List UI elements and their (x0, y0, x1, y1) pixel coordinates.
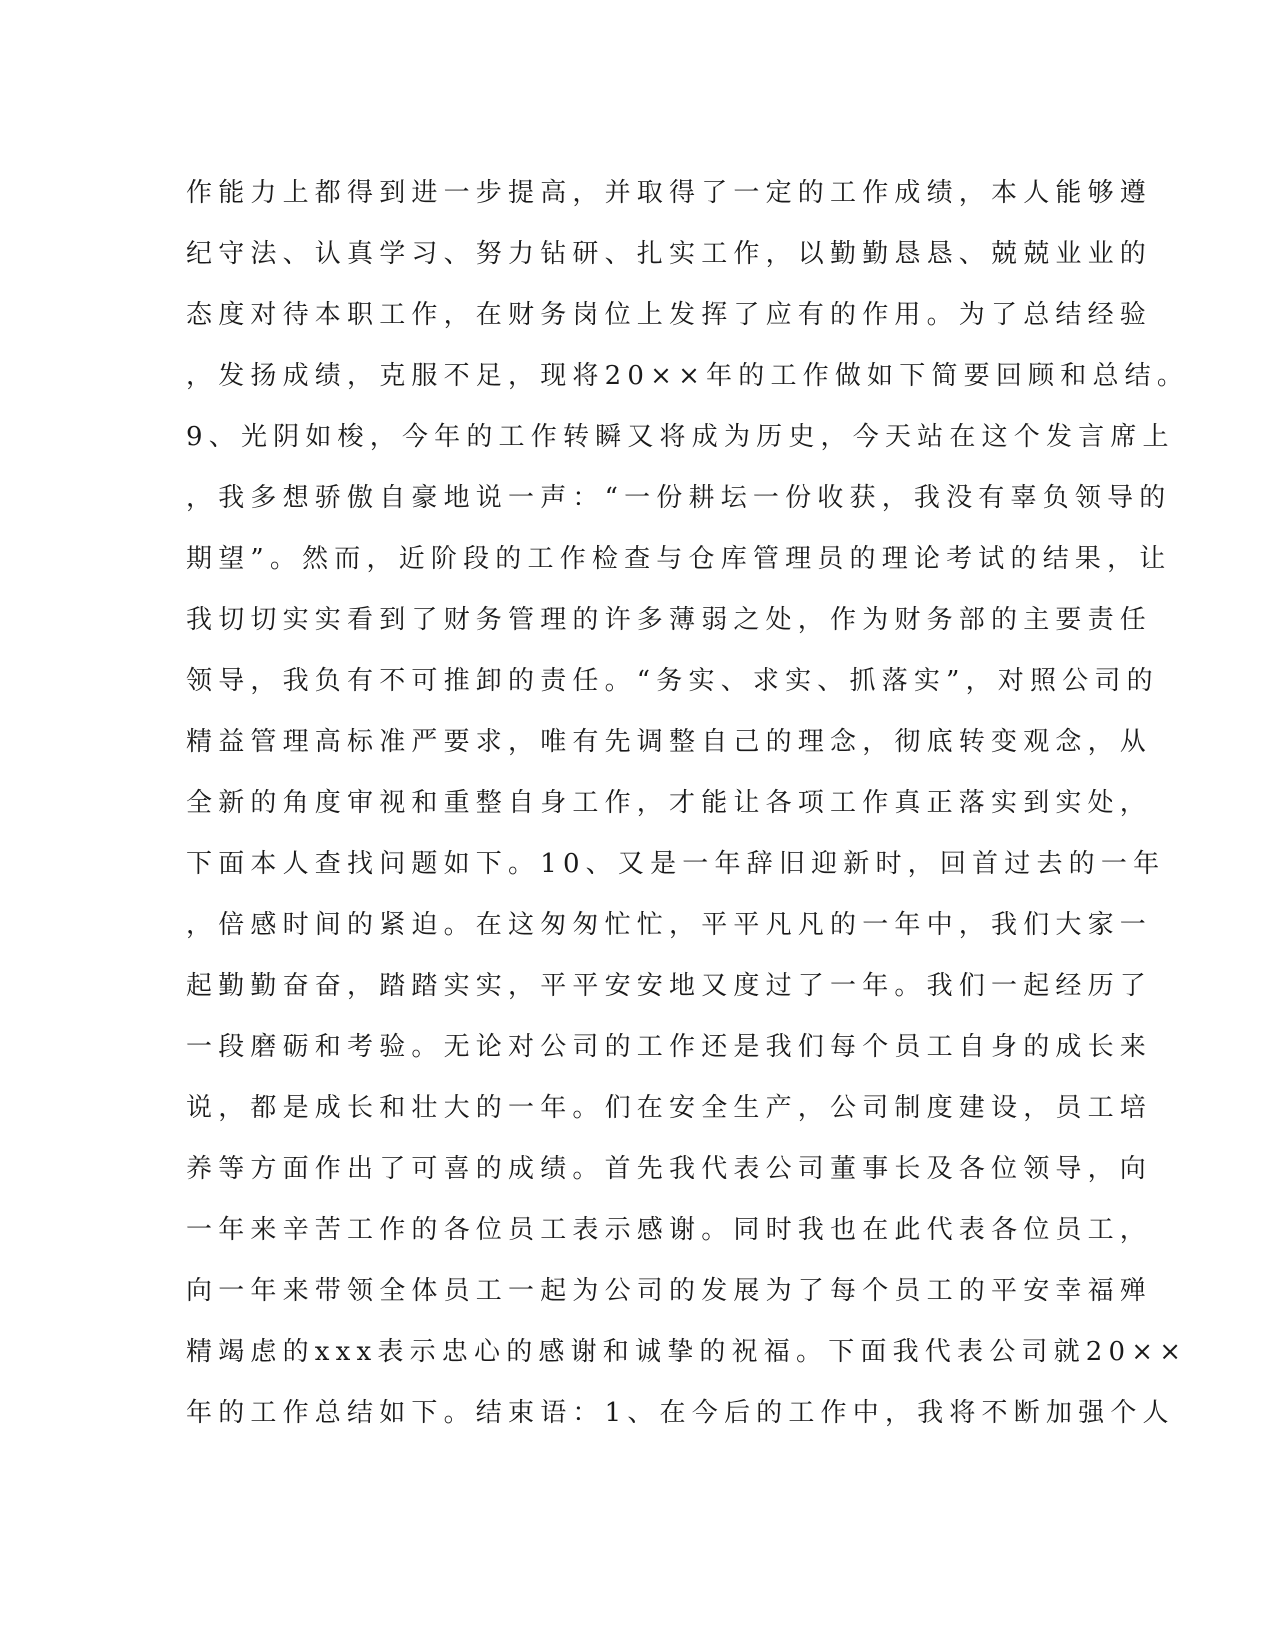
text-line: ，倍感时间的紧迫。在这匆匆忙忙，平平凡凡的一年中，我们大家一 (186, 910, 1153, 940)
text-line: 精竭虑的xxx表示忠心的感谢和诚挚的祝福。下面我代表公司就20×× (186, 1337, 1188, 1367)
text-line: ，我多想骄傲自豪地说一声：“一份耕坛一份收获，我没有辜负领导的 (186, 483, 1172, 513)
text-line: 一段磨砺和考验。无论对公司的工作还是我们每个员工自身的成长来 (186, 1032, 1153, 1062)
text-line: 作能力上都得到进一步提高，并取得了一定的工作成绩，本人能够遵 (186, 178, 1153, 208)
text-line: 年的工作总结如下。结束语：1、在今后的工作中，我将不断加强个人 (186, 1398, 1175, 1428)
body-text (186, 163, 1190, 1444)
text-line: 说，都是成长和壮大的一年。们在安全生产，公司制度建设，员工培 (186, 1093, 1153, 1123)
text-line: 全新的角度审视和重整自身工作，才能让各项工作真正落实到实处， (186, 788, 1153, 818)
text-line: 一年来辛苦工作的各位员工表示感谢。同时我也在此代表各位员工， (186, 1215, 1153, 1245)
text-line: 态度对待本职工作，在财务岗位上发挥了应有的作用。为了总结经验 (186, 300, 1153, 330)
text-line: 我切切实实看到了财务管理的许多薄弱之处，作为财务部的主要责任 (186, 605, 1153, 635)
text-line: 期望”。然而，近阶段的工作检查与仓库管理员的理论考试的结果，让 (186, 544, 1172, 574)
text-line: 纪守法、认真学习、努力钻研、扎实工作，以勤勤恳恳、兢兢业业的 (186, 239, 1153, 269)
text-line: 领导，我负有不可推卸的责任。“务实、求实、抓落实”，对照公司的 (186, 666, 1159, 696)
text-line: 养等方面作出了可喜的成绩。首先我代表公司董事长及各位领导，向 (186, 1154, 1153, 1184)
text-line: 向一年来带领全体员工一起为公司的发展为了每个员工的平安幸福殚 (186, 1276, 1153, 1306)
text-line: 起勤勤奋奋，踏踏实实，平平安安地又度过了一年。我们一起经历了 (186, 971, 1153, 1001)
text-line: 下面本人查找问题如下。10、又是一年辞旧迎新时，回首过去的一年 (186, 849, 1166, 879)
text-line: ，发扬成绩，克服不足，现将20××年的工作做如下简要回顾和总结。 (186, 361, 1190, 391)
text-line: 精益管理高标准严要求，唯有先调整自己的理念，彻底转变观念，从 (186, 727, 1153, 757)
text-line: 9、光阴如梭，今年的工作转瞬又将成为历史，今天站在这个发言席上 (186, 422, 1175, 452)
